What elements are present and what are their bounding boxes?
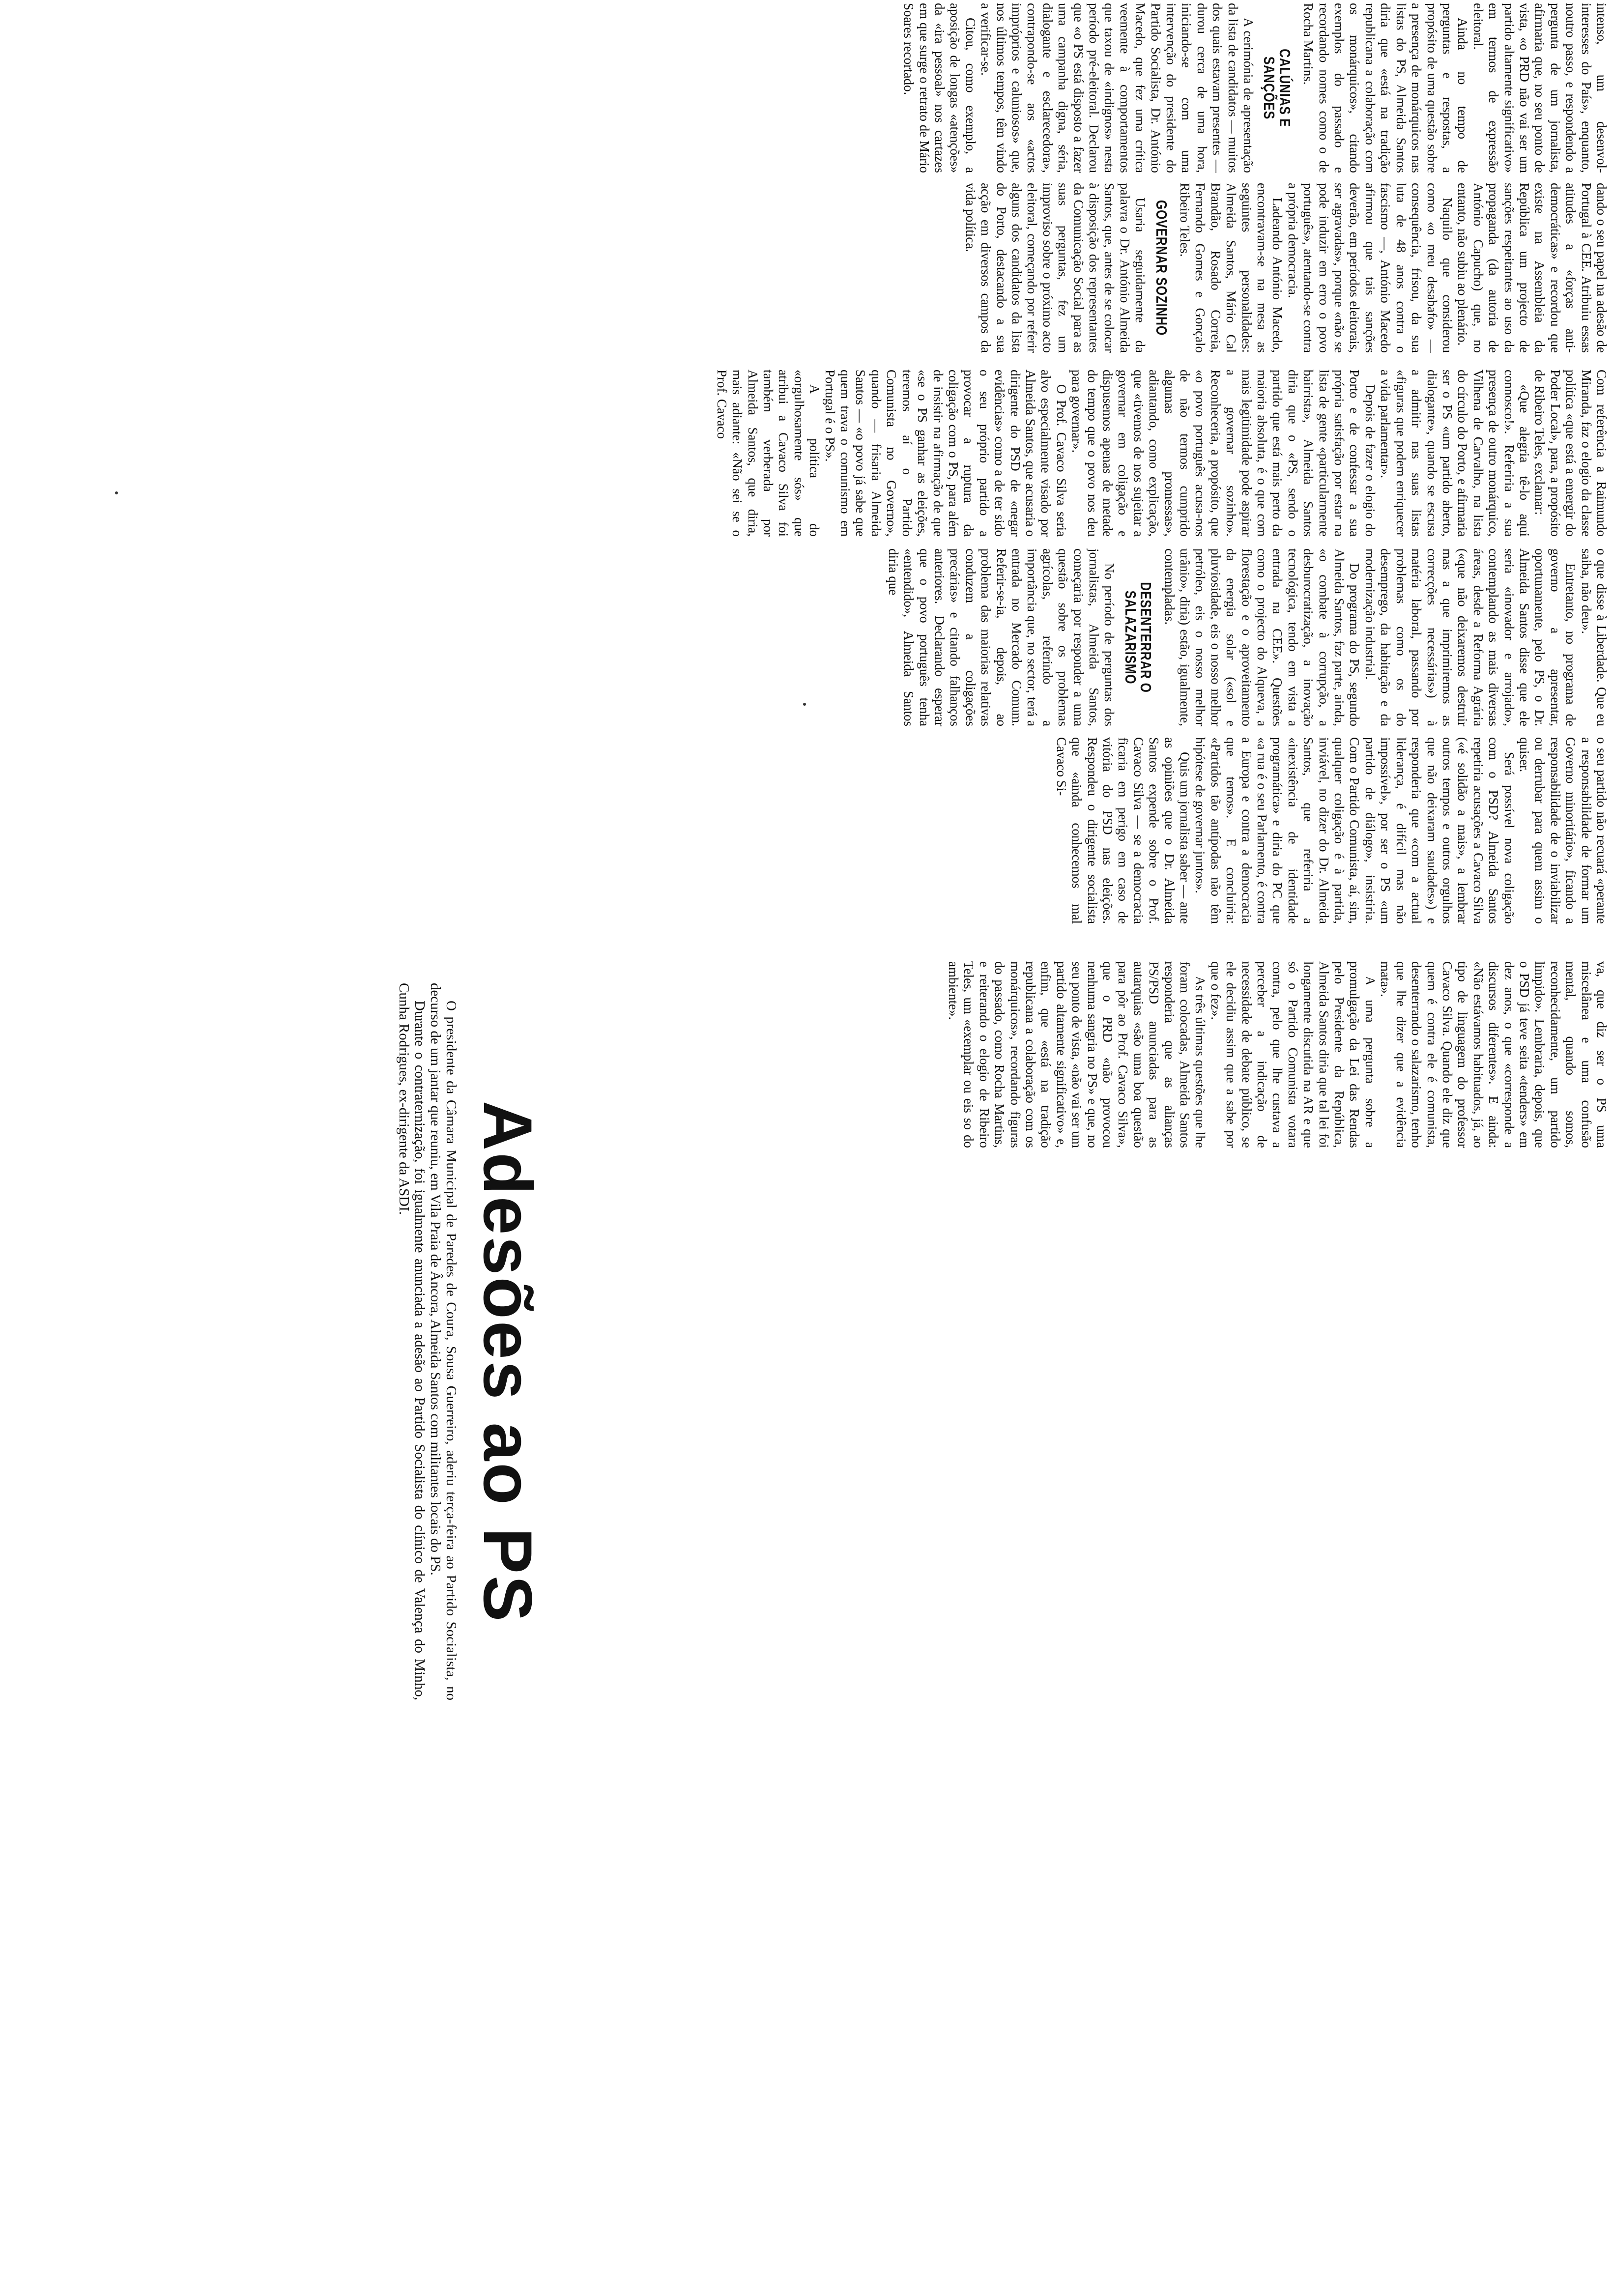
paragraph: Depois de fazer o elogio do Porto e de confessar a sua própria satisfação por estar na lista de gente «particularmente bairrista», Almeida Santos diria que o «PS, sendo o partido que está mais perto da maioria absoluta, é o que com mais legitimidade pode aspirar a governar sozinho». Reconheceria, a propósito, que «o povo português acusa-nos de não termos cumprido algumas promessas», adiantando, como explicação, que «tivemos de nos sujeitar a governar em coligação e dispusemos apenas de metade do tempo que o povo nos deu para governar». xyxy=(1069,370,1378,537)
print-speck xyxy=(803,703,806,706)
box-lead xyxy=(396,983,459,1700)
article-column-4 xyxy=(885,548,1609,726)
paragraph: A uma pergunta sobre a promulgação da Lei das Rendas pelo Presidente da República, Almeida Santos diria que tal lei foi longamente discutida na AR e que só o Partido Comunista votara contra, pelo que lhe custava a perceber a indicação de necessidade de debate público, se ele decidiu assim que a sabe por que o fez». xyxy=(1208,961,1378,1148)
paragraph: intenso, um desenvol- interesses do País», enquanto, noutro passo, e respondendo a pergunta de um jornalista, afirmaria que, no seu ponto de vista, «o PRD não vai ser um partido altamente significativo» em termos de expressão eleitoral. xyxy=(1470,3,1609,173)
paragraph: Quis um jornalista saber — ante as opiniões que o Dr. Almeida Santos expende sobre o Prof. Cavaco Silva — se a democracia ficaria em perigo em caso de vitória do PSD nas eleições. Respondeu o dirigente socialista que «ainda conhecemos mal Cavaco Si- xyxy=(1054,737,1193,924)
paragraph: Será possível nova coligação com o PSD? Almeida Santos repetiria acusações a Cavaco Silva («é solidão a mais», a lembrar outros tempos e outros orgulhos que não deixaram saudades») e responderia que «com a actual liderança, é difícil mas não impossível», por ser o PS «um partido de diálogo», insistiria. Com o Partido Comunista, aí, sim, qualquer coligação é à partida, inviável, no dizer do Dr. Almeida Santos, que referiria a «inexistência de identidade programática» e diria do PC que «a rua é o seu Parlamento, é contra a Europa e contra a democracia que temos». E concluiria: «Partidos tão antípodas não têm hipótese de governar juntos». xyxy=(1193,737,1517,924)
paragraph: Do programa do PS, segundo Almeida Santos, faz parte, ainda, «o combate à corrupção, a desburocratização, a inovação tecnológica, tendo em vista a entrada na CEE». Questões como o projecto do Alqueva, a florestação e o aproveitamento da energia solar («sol e pluviosidade, eis o nosso melhor petróleo, eis o nosso melhor urânio», diria) estão, igualmente, contempladas. xyxy=(1162,548,1362,726)
article-column-3 xyxy=(714,370,1609,537)
paragraph: va, que diz ser o PS uma miscelânea e uma confusão mental, quando somos, reconhecidamente, um partido limpido». Lembraria, depois, que o PSD já teve seita «tenders» em dez anos, o que «corresponde a discursos diferentes». E ainda: «Não estávamos habituados, já, ao tipo de linguagem do professor Cavaco Silva. Quando ele diz que quem é contra ele é comunista, desenterrando o salazarismo, tenho que lhe dizer que a evidência mata». xyxy=(1378,961,1609,1148)
paragraph: Usaria seguidamente da palavra o Dr. António Almeida Santos, que, antes de se colocar à disposição dos representantes da Comunicação Social para as suas perguntas, fez um improviso sobre o próximo acto eleitoral, começando por referir alguns dos candidatos da lista do Porto, destacando a sua acção em diversos campos da vida política. xyxy=(963,183,1148,353)
paragraph: No período de perguntas dos jornalistas, Almeida Santos, começaria por responder a uma questão sobre os problemas agrícolas, referindo a importância que, no sector, terá a entrada no Mercado Comum. Referir-se-ia, depois, ao problema das maiorias relativas conduzem a coligações precárias» e citando falhanços anteriores. Declarando esperar que o povo português tenha «entendido», Almeida Santos diria que xyxy=(886,548,1117,726)
paragraph: Citou, como exemplo, a aposição de longas «atenções» da «ira pessoal» nos cartazes em que surge o retrato de Mário Soares recortado. xyxy=(901,3,978,173)
paragraph: o seu partido não recuará «perante a responsabilidade de formar um Governo minoritário», ficando a responsabilidade de o inviabilizar ou derrubar para quem assim o quiser. xyxy=(1517,737,1609,924)
paragraph: Naquilo que considerou como «o meu desabafo» — consequência, frisou, da sua luta de 48 anos contra o fascismo —, António Macedo afirmou que tais sanções deverão, em períodos eleitorais, ser agravadas», porque «não se pode induzir em erro o povo português», atentando-se contra a própria democracia. xyxy=(1285,183,1455,353)
article-column-5 xyxy=(872,737,1609,924)
article-column-6 xyxy=(887,961,1609,1148)
paragraph: Com referência a Raimundo Miranda, faz o elogio da classe política «que está a emergir do Poder Local», para, a propósito de Ribeiro Teles, exclamar: xyxy=(1532,370,1609,537)
paragraph: Entretanto, no programa de governo a apresentar, oportunamente, pelo PS, o Dr. Almeida Santos disse que ele seria «inovador e arrojado», contemplando as mais diversas áreas, desde a Reforma Agrária («que não deixaremos destruir mas a que imprimiremos as correcções necessárias») à matéria laboral, passando por problemas como os do desemprego, da habitação e da modernização industrial. xyxy=(1362,548,1579,726)
paragraph: o que disse à Liberdade. Que eu saiba, não deu». xyxy=(1579,548,1609,726)
paragraph: O Prof. Cavaco Silva seria alvo especialmente visado por Almeida Santos, que acusaria o dirigente do PSD de «negar evidências» como a de ter sido o seu próprio partido a provocar a ruptura da coligação com o PS, para além de insistir na afirmação de que «se o PS ganhar as eleições, teremos aí o Partido Comunista no Governo», quando — frisaria Almeida Santos — «o povo já sabe que quem trava o comunismo em Portugal é o PS». xyxy=(822,370,1069,537)
subheading: CALÚNIAS E SANÇÕES xyxy=(1261,49,1294,127)
paragraph: As três últimas questões que lhe foram colocadas, Almeida Santos responderia que as alianças PS/PSD anunciadas para as autarquias «são uma boa questão para pôr ao Prof. Cavaco Silva», que o PRD «não provocou nenhuma sangria no PS» e que, no seu ponto de vista, «não vai ser um partido altamente significativo» e, enfim, que «está na tradição republicana a colaboração com os monárquicos», recordando figuras do passado, como Rocha Martins, e reiterando o elogio de Ribeiro Teles, um «exemplar ou eis so do ambiente». xyxy=(946,961,1208,1148)
article-column-1 xyxy=(901,3,1609,173)
article-column-2 xyxy=(962,183,1609,353)
paragraph: Ainda no tempo de perguntas e respostas, a propósito de uma questão sobre a presença de monárquicos nas listas do PS, Almeida Santos diria que «está na tradição republicana a colaboração com os monárquicos», citando exemplos do passado e recordando nomes como o de Rocha Martins. xyxy=(1301,3,1470,173)
paragraph: O presidente da Câmara Municipal de Paredes de Coura, Sousa Guerreiro, aderiu terça-feira ao Partido Socialista, no decurso de um jantar que reuniu, em Vila Praia de Âncora, Almeida Santos com militantes locais do PS. xyxy=(428,983,459,1700)
subheading: DESENTERRAR O SALAZARISMO xyxy=(1122,582,1155,693)
paragraph: A cerimónia de apresentação da lista de candidatos — muitos dos quais estavam presentes — durou cerca de uma hora, iniciando-se com uma intervenção do presidente do Partido Socialista, Dr. António Macedo, que fez uma crítica veemente à comportamentos que taxou de «indignos» nesta período pré-eleitoral. Declarou que «o PS está disposto a fazer uma campanha digna, séria, dialogante e esclarecedora», contrapondo-se aos «actos impróprios e caluniosos» que, nos últimos tempos, têm vindo a verificar-se. xyxy=(979,3,1256,173)
subheading: GOVERNAR SOZINHO xyxy=(1152,200,1170,336)
paragraph: Ladeando António Macedo, encontravam-se na mesa as seguintes personalidades: Almeida Santos, Mário Cal Brandão, Rosado Correia, Fernando Gomes e Gonçalo Ribeiro Teles. xyxy=(1178,183,1285,353)
print-speck xyxy=(115,491,118,494)
box-headline: Adesões ao PS xyxy=(469,1101,547,1624)
paragraph: dando o seu papel na adesão de Portugal à CEE. Atribuiu essas atitudes a «forças anti-democráticas» e recordou que existe na Assembleia da República um projecto de sanções respeitantes ao uso da propaganda (da autoria de António Capucho) que, no entanto, não subiu ao plenário. xyxy=(1455,183,1609,353)
paragraph: Durante o contraternização, foi igualmente anunciada a adesão ao Partido Socialista do clínico de Valença do Minho, Cunha Rodrigues, ex-dirigente da ASDI. xyxy=(396,983,428,1700)
paragraph: «Que alegria tê-lo aqui connosco!». Referiria a sua presença de outro monárquico, Vilhena de Carvalho, na lista do círculo do Porto, e afirmaria ser o PS «um partido aberto, dialogante», quando se escusa a admitir nas suas listas «figuras que podem enriquecer a vida parlamentar». xyxy=(1378,370,1532,537)
paragraph: A política do «orgulhosamente sós» que atribui a Cavaco Silva foi também verberada por Almeida Santos, que diria, mais adiante: «Não sei se o Prof. Cavaco xyxy=(714,370,822,537)
